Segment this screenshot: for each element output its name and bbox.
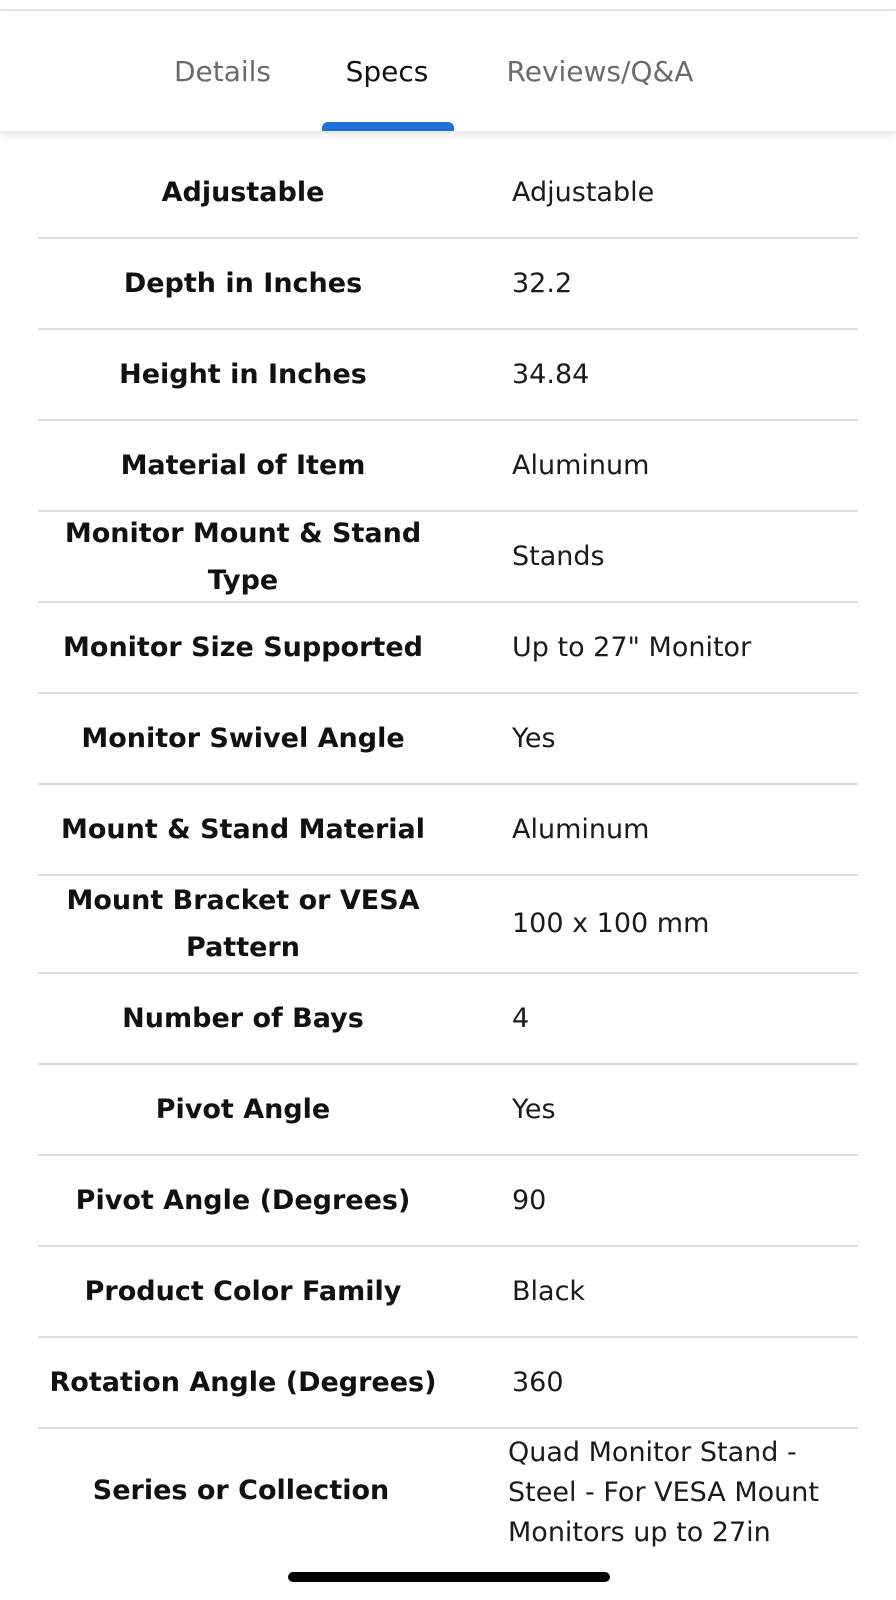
spec-label: Monitor Swivel Angle [81, 723, 405, 754]
spec-row [38, 1156, 858, 1247]
spec-value: Yes [512, 1093, 556, 1125]
spec-label: Adjustable [161, 177, 325, 208]
spec-label: Depth in Inches [123, 268, 363, 299]
spec-row [38, 974, 858, 1065]
spec-row [38, 1429, 858, 1579]
specs-table [38, 148, 858, 1579]
spec-value: 34.84 [512, 358, 590, 390]
spec-label: Height in Inches [119, 359, 367, 390]
spec-value: 4 [512, 1002, 530, 1034]
tab-specs[interactable]: Specs [345, 54, 429, 88]
spec-row [38, 421, 858, 512]
spec-row [38, 148, 858, 239]
spec-row [38, 1247, 858, 1338]
spec-value: Stands [512, 540, 605, 572]
tab-bar [0, 11, 896, 131]
spec-value: 90 [512, 1184, 547, 1216]
tab-reviews-qa[interactable]: Reviews/Q&A [506, 54, 694, 88]
tab-details[interactable]: Details [173, 54, 272, 88]
spec-value: Black [512, 1275, 586, 1307]
home-indicator[interactable] [288, 1572, 610, 1582]
spec-label: Number of Bays [122, 1003, 364, 1034]
spec-row [38, 1065, 858, 1156]
spec-row [38, 694, 858, 785]
spec-label: Monitor Mount & Stand Type [64, 517, 422, 596]
spec-value: Aluminum [512, 813, 650, 845]
active-tab-indicator [322, 122, 454, 131]
spec-value: Quad Monitor Stand - Steel - For VESA Mount Monitors up to 27in [508, 1437, 819, 1548]
spec-value: 360 [512, 1366, 564, 1398]
spec-row [38, 1338, 858, 1429]
spec-row [38, 512, 858, 603]
spec-value: 32.2 [512, 267, 573, 299]
spec-row [38, 603, 858, 694]
spec-label: Material of Item [120, 450, 366, 481]
spec-label: Pivot Angle [155, 1094, 331, 1125]
spec-label: Pivot Angle (Degrees) [75, 1185, 411, 1216]
spec-row [38, 330, 858, 421]
spec-value: Yes [512, 722, 556, 754]
spec-label: Series or Collection [92, 1475, 390, 1506]
spec-label: Product Color Family [84, 1276, 402, 1307]
spec-label: Rotation Angle (Degrees) [49, 1367, 437, 1398]
spec-label: Monitor Size Supported [63, 632, 423, 663]
spec-value: 100 x 100 mm [512, 908, 710, 939]
spec-row [38, 239, 858, 330]
spec-label: Mount & Stand Material [61, 814, 425, 845]
spec-row [38, 785, 858, 876]
spec-label: Mount Bracket or VESA Pattern [66, 885, 420, 963]
spec-value: Aluminum [512, 449, 650, 481]
spec-row [38, 876, 858, 974]
spec-value: Adjustable [512, 176, 655, 208]
spec-value: Up to 27" Monitor [512, 631, 752, 663]
